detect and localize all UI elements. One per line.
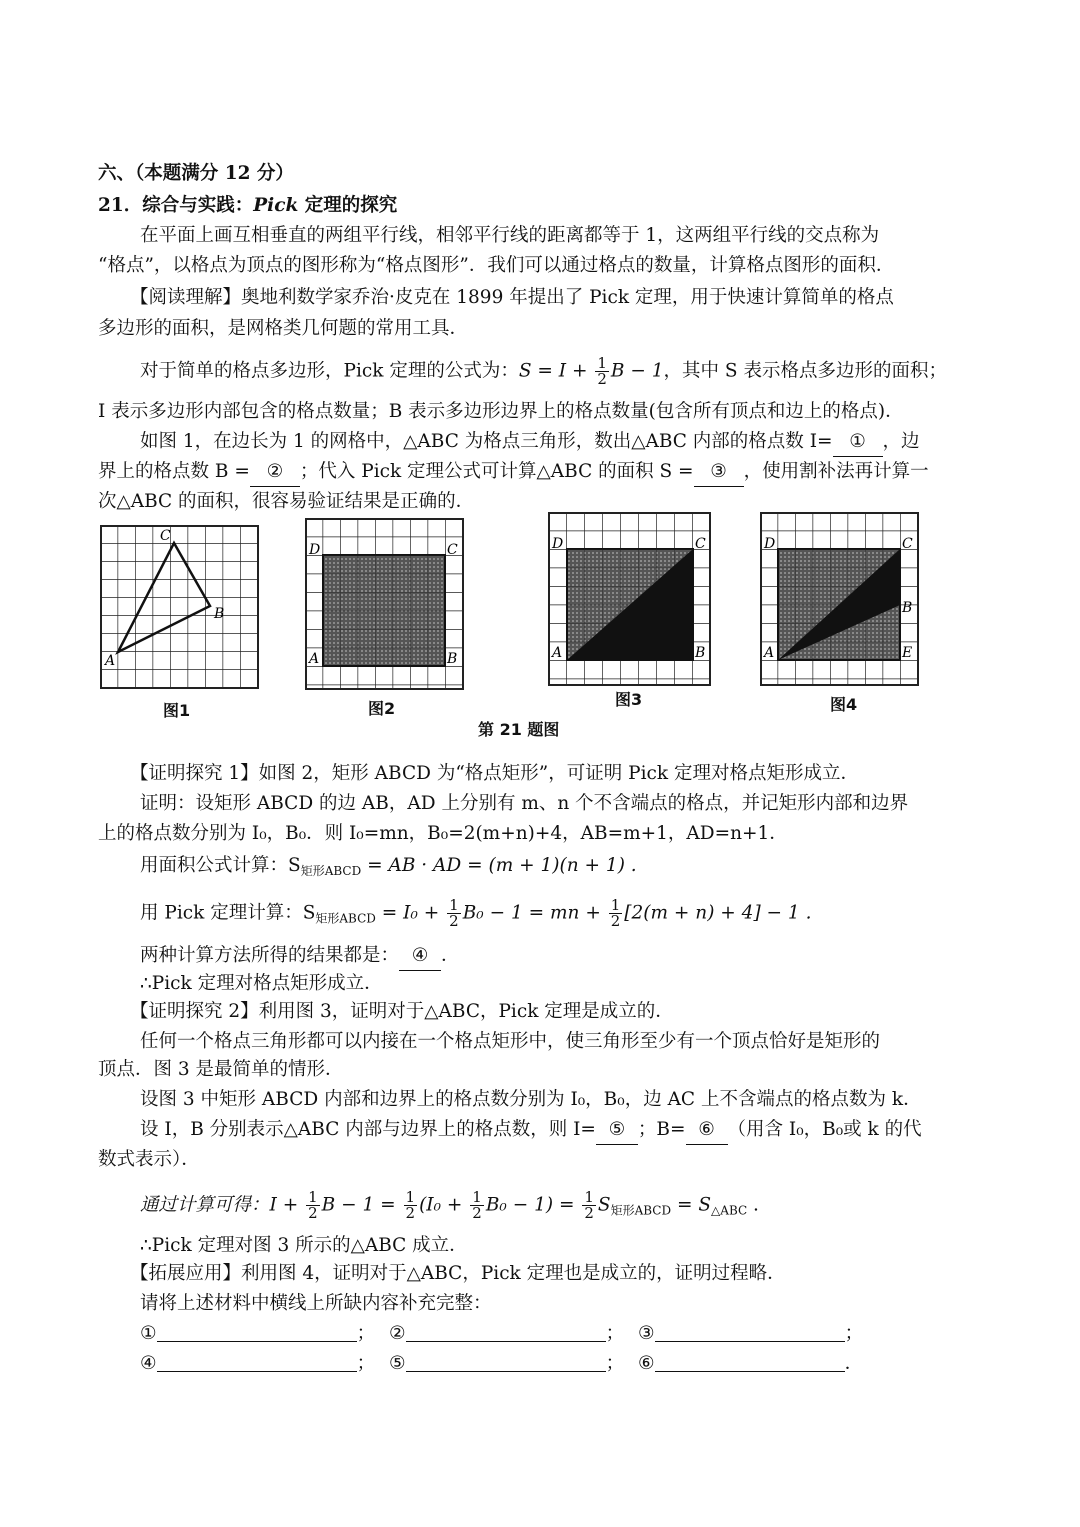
proof1-area-formula: 用面积公式计算：$S_{矩形ABCD}$ = AB · AD = (m + 1)(n + 1) . — [140, 855, 637, 878]
label-a: A — [764, 645, 775, 661]
label-a: A — [105, 653, 116, 669]
answer-blank-2[interactable] — [406, 1321, 606, 1342]
proof1-result-line: 两种计算方法所得的结果都是： ④ ． — [140, 942, 460, 971]
question-title — [98, 192, 397, 220]
intro-line-1: 在平面上画互相垂直的两组平行线，相邻平行线的距离都等于 1，这两组平行线的交点称为 — [140, 225, 880, 246]
formula-s: S = I + — [518, 360, 594, 382]
formula-desc: I 表示多边形内部包含的格点数量；B 表示多边形边界上的格点数量(包含所有顶点和边上的格点)． — [98, 401, 904, 422]
fig1-line-1: 如图 1，在边长为 1 的网格中，△ABC 为格点三角形，数出△ABC 内部的格点数 I= ① ，边 — [140, 428, 920, 457]
formula-tail: B − 1 — [610, 360, 664, 382]
answer-row-2: ④ ； ⑤ ； ⑥ ． — [140, 1353, 864, 1374]
figure-3-grid — [548, 512, 712, 687]
proof2-line-c: 设图 3 中矩形 ABCD 内部和边界上的格点数分别为 I₀，B₀，边 AC 上不含端点的格点数为 k． — [140, 1089, 922, 1110]
figure-1-grid — [100, 525, 260, 690]
label-c: C — [902, 536, 913, 552]
label-b: B — [447, 651, 458, 667]
figure-4-label: 图4 — [830, 695, 858, 714]
formula-line — [140, 356, 947, 387]
formula-half: $\frac{1}{2}$ — [597, 354, 607, 388]
proof1-pick-formula: 用 Pick 定理计算：$S_{矩形ABCD} = I_0$ + $\frac{1}{2}$ B₀ − 1 = mn + $\frac{1}{2}$ [2(m + n) + 4] − 1 . — [140, 896, 812, 930]
figure-3-label: 图3 — [615, 690, 643, 709]
extension-instruction: 请将上述材料中横线上所缺内容补充完整： — [140, 1293, 492, 1314]
proof1-line-b: 上的格点数分别为 I₀，B₀．则 I₀=mn，B₀=2(m+n)+4，AB=m+1，AD=n+1． — [98, 823, 788, 844]
proof2-title: 【证明探究 2】利用图 3，证明对于△ABC，Pick 定理是成立的． — [130, 1001, 674, 1022]
fig1-line-2: 界上的格点数 B = ② ；代入 Pick 定理公式可计算△ABC 的面积 S = ③ ，使用割补法再计算一 — [98, 458, 929, 487]
label-b: B — [902, 600, 913, 616]
blank-6-marker: ⑥ — [686, 1116, 728, 1145]
blank-1-marker: ① — [833, 428, 883, 457]
blank-3-marker: ③ — [694, 458, 744, 487]
proof2-line-e: 数式表示）． — [98, 1149, 200, 1170]
proof2-line-a: 任何一个格点三角形都可以内接在一个格点矩形中，使三角形至少有一个顶点恰好是矩形的 — [140, 1031, 881, 1052]
reading-line-2: 多边形的面积，是网格类几何题的常用工具． — [98, 318, 469, 339]
answer-blank-5[interactable] — [406, 1351, 606, 1372]
formula-post: ，其中 S 表示格点多边形的面积； — [663, 360, 947, 382]
title-suffix: 定理的探究 — [298, 195, 398, 216]
title-pick: Pick — [253, 195, 299, 216]
label-b: B — [214, 606, 225, 622]
proof2-line-b: 顶点．图 3 是最简单的情形． — [98, 1059, 344, 1080]
label-e: E — [902, 645, 913, 661]
proof2-line-d: 设 I，B 分别表示△ABC 内部与边界上的格点数，则 I= ⑤ ；B= ⑥ （用含 I₀，B₀或 k 的代 — [140, 1116, 922, 1145]
blank-2-marker: ② — [250, 458, 300, 487]
figure-1-label: 图1 — [163, 701, 191, 720]
answer-row-1: ① ； ② ； ③ ； — [140, 1323, 864, 1344]
figure-caption: 第 21 题图 — [478, 720, 560, 739]
label-c: C — [447, 542, 458, 558]
proof2-calc-formula: 通过计算可得：I + $\frac{1}{2}$ B − 1 = $\frac{1}{2}$ (I₀ + $\frac{1}{2}$ B₀ − 1) = $\frac{1}{2}$ $S_{矩形ABCD} = S_{\triangle ABC}$ . — [140, 1188, 759, 1222]
answer-blank-4[interactable] — [157, 1351, 357, 1372]
label-c: C — [695, 536, 706, 552]
label-d: D — [764, 536, 776, 552]
answer-blank-6[interactable] — [655, 1351, 845, 1372]
reading-line-1: 【阅读理解】奥地利数学家乔治·皮克在 1899 年提出了 Pick 定理，用于快速计算简单的格点 — [130, 287, 894, 308]
answer-blank-1[interactable] — [157, 1321, 357, 1342]
fig1-line-3: 次△ABC 的面积，很容易验证结果是正确的． — [98, 491, 475, 512]
proof1-title: 【证明探究 1】如图 2，矩形 ABCD 为“格点矩形”，可证明 Pick 定理对格点矩形成立． — [130, 763, 859, 784]
blank-5-marker: ⑤ — [596, 1116, 638, 1145]
label-b: B — [695, 645, 706, 661]
figure-2-grid — [305, 518, 465, 690]
proof1-line-a: 证明：设矩形 ABCD 的边 AB，AD 上分别有 m、n 个不含端点的格点，并记矩形内部和边界 — [140, 793, 909, 814]
figure-4-grid — [760, 512, 920, 687]
title-prefix: 21．综合与实践： — [98, 195, 254, 216]
intro-line-2: “格点”，以格点为顶点的图形称为“格点图形”．我们可以通过格点的数量，计算格点图形的面积． — [98, 255, 895, 276]
extension-title: 【拓展应用】利用图 4，证明对于△ABC，Pick 定理也是成立的，证明过程略． — [130, 1263, 786, 1284]
answer-blank-3[interactable] — [655, 1321, 845, 1342]
formula-pre: 对于简单的格点多边形，Pick 定理的公式为： — [140, 360, 519, 382]
section-header: 六、（本题满分 12 分） — [98, 163, 294, 184]
label-d: D — [309, 542, 321, 558]
proof2-conclusion: ∴Pick 定理对图 3 所示的△ABC 成立． — [140, 1235, 468, 1256]
figure-2-label: 图2 — [368, 699, 396, 718]
label-a: A — [552, 645, 563, 661]
blank-4-marker: ④ — [399, 942, 441, 971]
proof1-conclusion: ∴Pick 定理对格点矩形成立． — [140, 973, 383, 994]
label-d: D — [552, 536, 564, 552]
label-a: A — [309, 651, 320, 667]
label-c: C — [160, 528, 171, 544]
